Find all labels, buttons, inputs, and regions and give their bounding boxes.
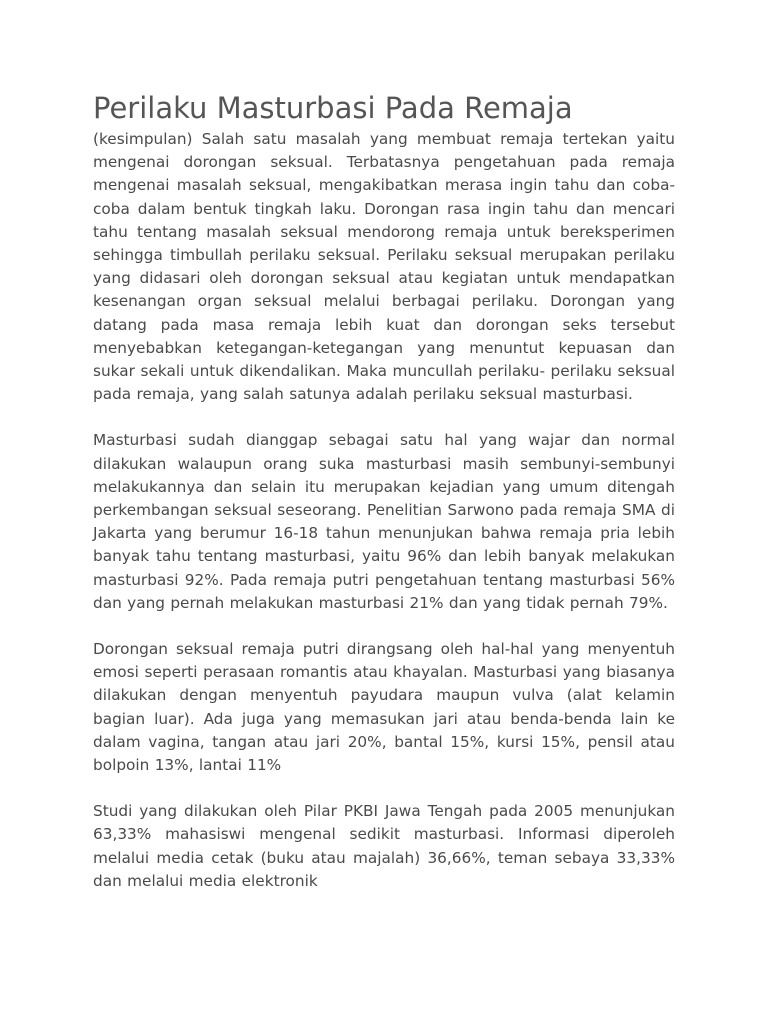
document-title: Perilaku Masturbasi Pada Remaja — [93, 91, 573, 125]
paragraph-pkbi-study: Studi yang dilakukan oleh Pilar PKBI Jawa Tengah pada 2005 menunjukan 63,33% mahasiswi mengenal sedikit masturbasi. Informasi diperoleh melalui media cetak (buku atau majalah) 36,66%, teman sebaya 33,33% dan melalui media elektronik — [93, 802, 675, 890]
paragraph-conclusion: (kesimpulan) Salah satu masalah yang membuat remaja tertekan yaitu mengenai dorongan seksual. Terbatasnya pengetahuan pada remaja mengenai masalah seksual, mengakibatkan merasa ingin tahu dan coba-coba dalam bentuk tingkah laku. Dorongan rasa ingin tahu dan mencari tahu tentang masalah seksual mendorong remaja untuk bereksperimen sehingga timbullah perilaku seksual. Perilaku seksual merupakan perilaku yang didasari oleh dorongan seksual atau kegiatan untuk mendapatkan kesenangan organ seksual melalui berbagai perilaku. Dorongan yang datang pada masa remaja lebih kuat dan dorongan seks tersebut menyebabkan ketegangan-ketegangan yang menuntut kepuasan dan sukar sekali untuk dikendalikan. Maka muncullah perilaku- perilaku seksual pada remaja, yang salah satunya adalah perilaku seksual masturbasi. — [93, 130, 675, 404]
paragraph-female-drive: Dorongan seksual remaja putri dirangsang oleh hal-hal yang menyentuh emosi seperti perasaan romantis atau khayalan. Masturbasi yang biasanya dilakukan dengan menyentuh payudara maupun vulva (alat kelamin bagian luar). Ada juga yang memasukan jari atau benda-benda lain ke dalam vagina, tangan atau jari 20%, bantal 15%, kursi 15%, pensil atau bolpoin 13%, lantai 11% — [93, 640, 675, 775]
paragraph-masturbation-normal: Masturbasi sudah dianggap sebagai satu hal yang wajar dan normal dilakukan walaupun orang suka masturbasi masih sembunyi-sembunyi melakukannya dan selain itu merupakan kejadian yang umum ditengah perkembangan seksual seseorang. Penelitian Sarwono pada remaja SMA di Jakarta yang berumur 16-18 tahun menunjukan bahwa remaja pria lebih banyak tahu tentang masturbasi, yaitu 96% dan lebih banyak melakukan masturbasi 92%. Pada remaja putri pengetahuan tentang masturbasi 56% dan yang pernah melakukan masturbasi 21% dan yang tidak pernah 79%. — [93, 431, 675, 612]
document-page — [93, 88, 675, 893]
